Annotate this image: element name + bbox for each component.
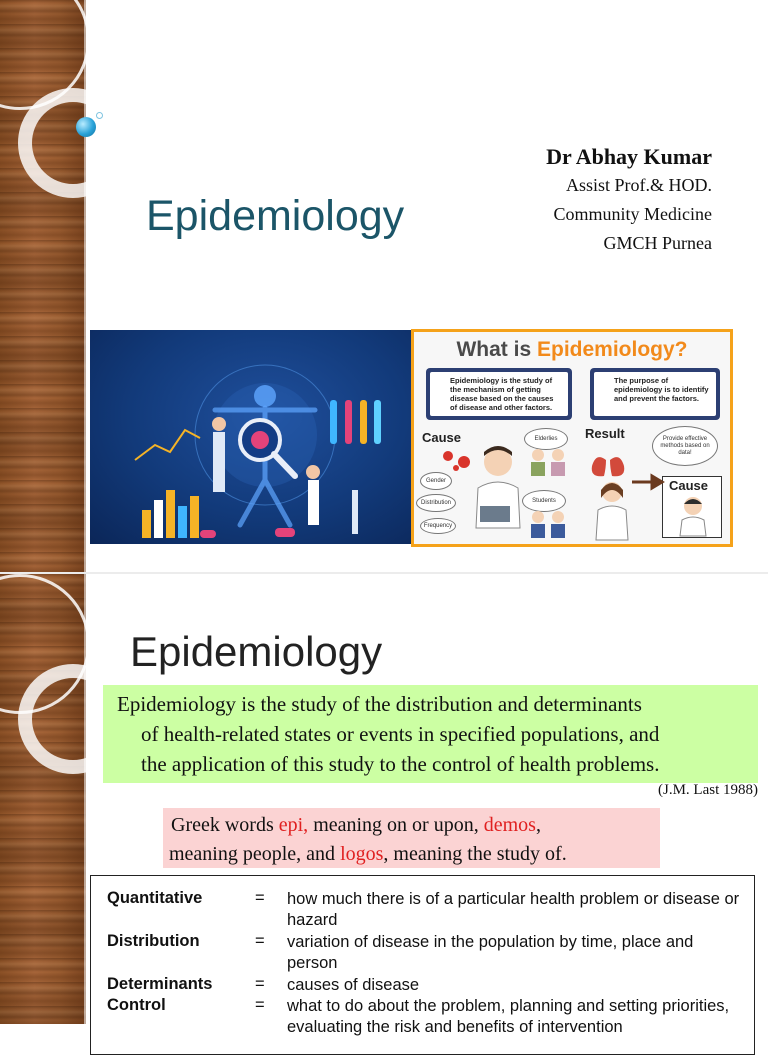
table-equals: = [255,889,265,907]
greek-part-5: , meaning the study of. [383,843,567,865]
infographic-box-purpose-text: The purpose of epidemiology is to identify and prevent the factors. [594,372,716,416]
table-definition: how much there is of a particular health problem or disease or hazard [287,890,740,929]
infographic-title-highlight: Epidemiology? [537,338,688,361]
infographic-title [414,338,730,362]
author-institution: GMCH Purnea [603,233,712,253]
table-definition: causes of disease [287,976,420,994]
infographic-bubble-frequency: Frequency [420,518,456,534]
greek-part-2: meaning on or upon, [308,814,484,836]
table-definition: what to do about the problem, planning and setting priorities, evaluating the risk and benefits of intervention [287,997,730,1036]
author-name: Dr Abhay Kumar [546,144,712,169]
greek-part-4: meaning people, and [169,843,341,865]
infographic-title-prefix: What is [456,338,537,361]
definition-text [117,689,750,779]
slide-title-text: Epidemiology [130,628,383,675]
infographic-box-definition-text: Epidemiology is the study of the mechanism of getting disease based on the causes of disease and other factors. [430,372,568,416]
doctor-icon [470,442,526,528]
definition-line-1: Epidemiology is the study of the distribution and determinants [117,692,642,716]
decor-blue-bead [76,117,96,137]
table-term: Control [107,996,166,1014]
lungs-icon [588,444,628,480]
arrow-icon [630,470,664,492]
infographic-bubble-students: Students [522,490,566,512]
infographic-label-result: Result [585,426,625,441]
students-icon [526,508,570,538]
infographic-bubble-distribution: Distribution [416,494,456,512]
elderlies-icon [526,446,570,476]
research-illustration [90,330,412,544]
greek-word-logos: logos [340,843,384,865]
infographic-bubble-elderlies: Elderlies [524,428,568,450]
decor-ring-thick [18,88,128,198]
man-sick-icon [676,494,710,536]
author-block [546,143,712,258]
research-illustration-art [90,330,412,544]
greek-word-demos: demos [483,814,536,836]
greek-part-1: Greek words [171,814,279,836]
infographic-bubble-gender: Gender [420,472,452,490]
table-equals: = [255,996,265,1014]
infographic-box-definition [426,368,572,420]
table-term: Determinants [107,975,213,993]
table-term: Distribution [107,932,200,950]
greek-origin-box [163,808,660,868]
slide-definition [0,574,768,1036]
greek-part-3: , [535,814,541,836]
infographic-box-purpose [590,368,720,420]
greek-line-2 [169,840,660,869]
what-is-epidemiology-infographic [411,329,733,547]
table-equals: = [255,975,265,993]
definition-line-3: the application of this study to the control of health problems. [141,752,660,776]
sidebar-edge [84,0,87,574]
greek-word-epi: epi, [278,814,309,836]
infographic-bubble-provide: Provide effective methods based on data! [652,426,718,466]
definition-box [103,685,758,783]
woman-coughing-icon [592,478,632,540]
author-role: Assist Prof.& HOD. [565,175,712,195]
terms-table [90,875,755,1055]
table-definition: variation of disease in the population by time, place and person [287,933,694,972]
definition-line-2: of health-related states or events in specified populations, and [141,722,660,746]
infographic-label-cause-left: Cause [422,430,462,445]
slide-title-text: Epidemiology [146,192,405,240]
citation: (J.M. Last 1988) [658,782,758,798]
author-department: Community Medicine [553,204,712,224]
table-term: Quantitative [107,889,203,907]
table-equals: = [255,932,265,950]
infographic-label-cause-right: Cause [669,478,709,493]
decor-small-bead [96,112,103,119]
